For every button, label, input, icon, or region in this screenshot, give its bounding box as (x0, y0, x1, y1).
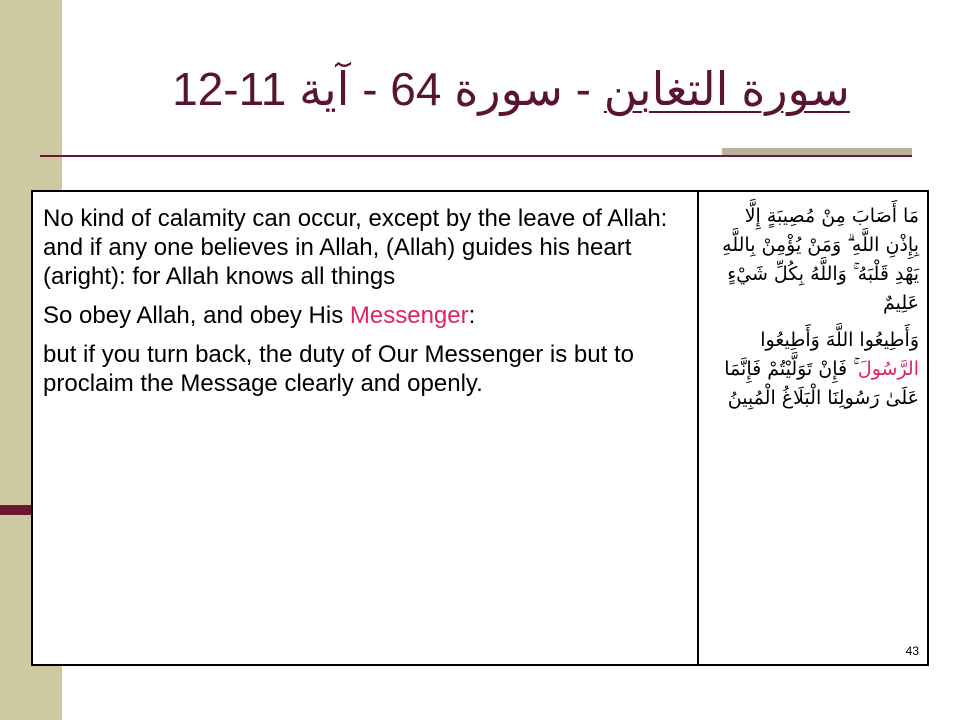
english-translation-cell (43, 204, 688, 408)
surah-name-link[interactable]: سورة التغابن (603, 63, 850, 115)
arabic-verse-12-after: ۚ فَإِنْ تَوَلَّيْتُمْ فَإِنَّمَا عَلَىٰ رَسُولِنَا الْبَلَاغُ الْمُبِينُ (724, 358, 919, 409)
english-messenger-highlight: Messenger (349, 302, 469, 329)
english-para-2 (43, 301, 688, 330)
arabic-verse-11: مَا أَصَابَ مِنْ مُصِيبَةٍ إِلَّا بِإِذْنِ اللَّهِ ۗ وَمَنْ يُؤْمِنْ بِاللَّهِ يَهْدِ قَلْبَهُ ۚ وَاللَّهُ بِكُلِّ شَيْءٍ عَلِيمٌ (722, 205, 919, 314)
title-rest: - سورة 64 - آية 11-12 (172, 63, 604, 115)
slide-title (62, 62, 960, 132)
english-para-3: but if you turn back, the duty of Our Messenger is but to proclaim the Message clearly and openly. (43, 341, 634, 397)
arabic-rasul-highlight: الرَّسُولَ (857, 358, 919, 380)
title-divider-rule (40, 155, 912, 157)
arabic-text-cell (709, 202, 919, 421)
arabic-verse-12 (709, 326, 919, 413)
english-para-1: No kind of calamity can occur, except by the leave of Allah: and if any one believes in Allah, (Allah) guides his heart (aright): for Allah knows all things (43, 205, 668, 290)
column-divider (697, 192, 699, 664)
page-number: 43 (905, 644, 919, 658)
english-para-2-before: So obey Allah, and obey His (43, 302, 350, 329)
english-para-2-after: : (468, 302, 476, 329)
arabic-verse-12-before: وَأَطِيعُوا اللَّهَ وَأَطِيعُوا (760, 329, 919, 351)
verse-table (31, 190, 929, 666)
